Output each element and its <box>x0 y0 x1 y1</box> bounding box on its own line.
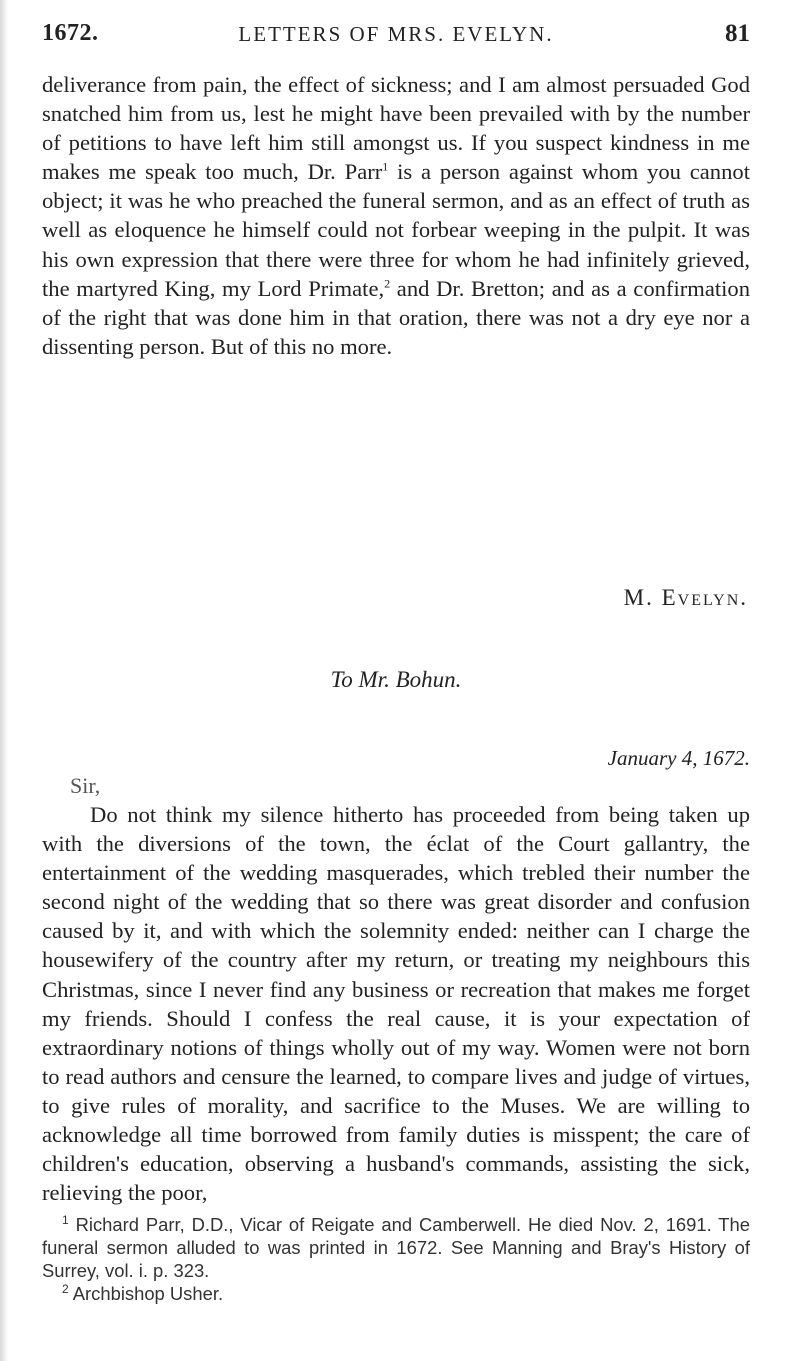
footnote-1 <box>42 1213 750 1282</box>
letter-salutation: Sir, <box>70 773 101 798</box>
letter-addressee: To Mr. Bohun. <box>330 667 462 692</box>
paragraph-letter-body <box>42 800 750 1207</box>
paragraph-text-part-c: and Dr. Bretton; and as a confirmation of the right that was done him in that oration, there was not a dry eye nor a dissenting person. But of this no more. <box>42 275 750 359</box>
running-head-year: 1672. <box>42 20 99 46</box>
footnote-text-1: Richard Parr, D.D., Vicar of Reigate and Camberwell. He died Nov. 2, 1691. The funeral sermon alluded to was printed in 1672. See Manning and Bray's History of Surrey, vol. i. p. 323. <box>42 1214 750 1281</box>
footnote-marker-1: 1 <box>62 1212 69 1227</box>
paragraph-text-part-a: deliverance from pain, the effect of sickness; and I am almost persuaded God snatched him from us, lest he might have been prevailed with by the number of petitions to have left him still amongst us. If you suspect kindness in me makes me speak too much, Dr. Parr <box>42 72 750 185</box>
footnote-text-2: Archbishop Usher. <box>68 1283 224 1304</box>
page-number: 81 <box>725 20 750 47</box>
footnotes <box>42 1213 750 1305</box>
page-binding-edge <box>0 0 8 1361</box>
paragraph-letter-continuation <box>42 70 750 361</box>
letter-signature: M. Evelyn. <box>623 585 748 610</box>
footnote-2 <box>42 1282 750 1305</box>
footnote-marker-2: 2 <box>62 1281 69 1296</box>
running-head <box>42 20 750 54</box>
paragraph-text-part-b: is a person against whom you cannot object; it was he who preached the funeral sermon, and as an effect of truth as well as eloquence he himself could not forbear weeping in the pulpit. It was his own expression that there were three for whom he had infinitely grieved, the martyred King, my Lord Primate, <box>42 159 750 301</box>
paragraph-body-text: Do not think my silence hitherto has proceeded from being taken up with the diversions of the town, the éclat of the Court gallantry, the entertainment of the wedding masquerades, which trebled their number the second night of the wedding that so there was great disorder and confusion caused by it, and with which the solemnity ended: neither can I charge the housewifery of the country after my return, or treating my neighbours this Christmas, since I never find any business or recreation that makes me forget my friends. Should I confess the real cause, it is your expectation of extraordinary notions of things wholly out of my way. Women were not born to read authors and censure the learned, to compare lives and judge of virtues, to give rules of morality, and sacrifice to the Muses. We are willing to acknowledge all time borrowed from family duties is misspent; the care of children's education, observing a husband's commands, assisting the sick, relieving the poor, <box>42 802 750 1206</box>
footnote-reference-1: 1 <box>382 159 389 174</box>
running-head-title: LETTERS OF MRS. EVELYN. <box>238 22 554 46</box>
footnote-reference-2: 2 <box>384 276 391 291</box>
letter-date: January 4, 1672. <box>607 746 750 770</box>
